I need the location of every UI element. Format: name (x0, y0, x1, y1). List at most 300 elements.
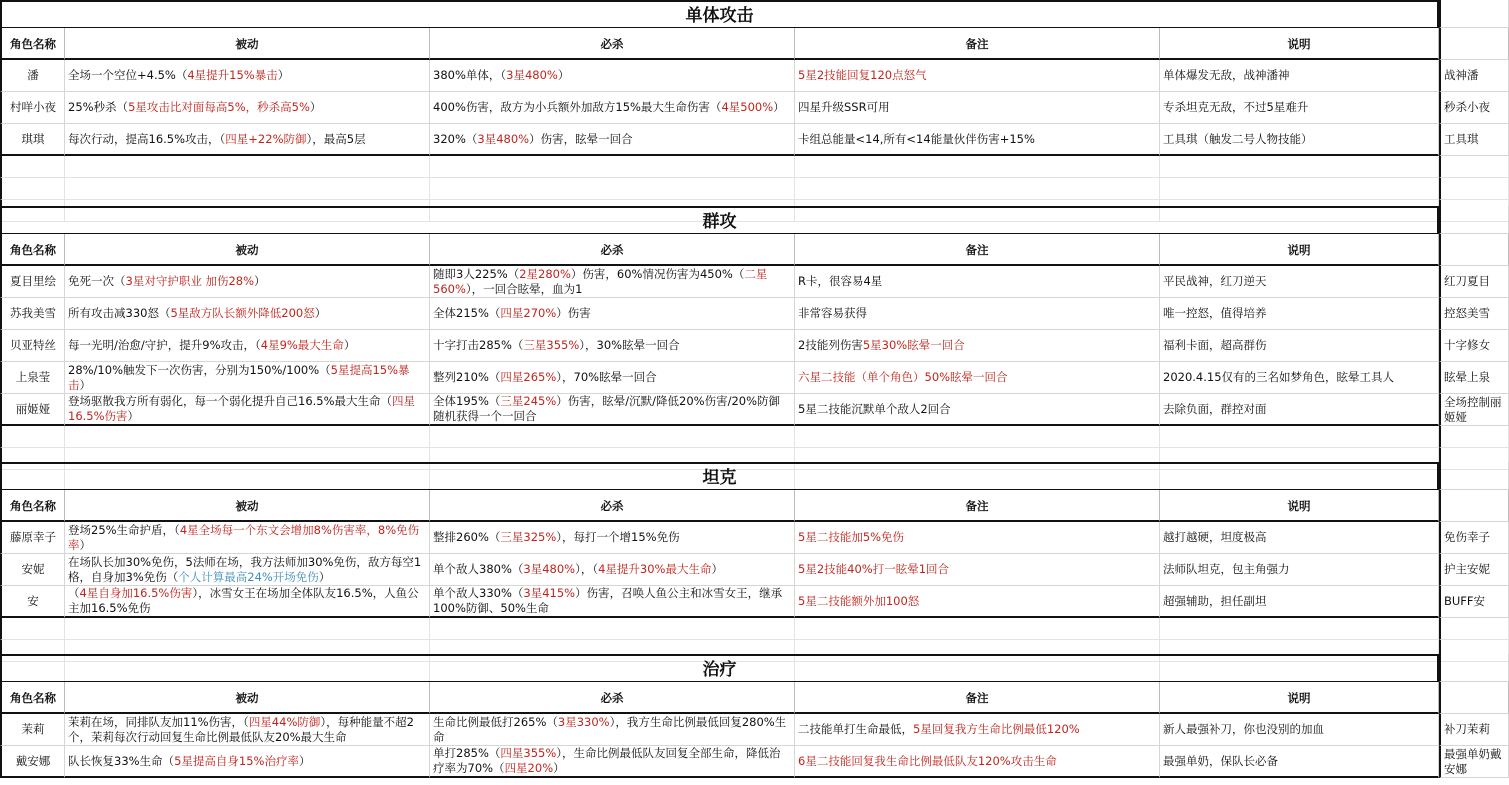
empty-cell[interactable] (0, 618, 65, 640)
highlight-text: 四星265% (500, 370, 557, 384)
header-tag-col[interactable] (1439, 682, 1509, 714)
plain-text: ），每打一个增15%免伤 (556, 530, 680, 544)
table-row (0, 586, 1509, 618)
passive-cell[interactable] (65, 60, 430, 92)
table-row (0, 60, 1509, 92)
highlight-text: 3星480% (523, 562, 576, 576)
header-passive-col[interactable]: 被动 (65, 28, 430, 60)
note-cell[interactable] (795, 92, 1160, 124)
plain-text: 专杀坦克无敌，不过5星难升 (1163, 100, 1309, 114)
plain-text: 生命比例最低打265%（ (433, 714, 558, 729)
name-cell[interactable] (0, 124, 65, 156)
plain-text: 在场队长加30%免伤，5法师在场，我方法师加30%免伤，敌方每空1格，自身加3%免伤（ (68, 554, 422, 584)
plain-text: ） (318, 569, 331, 584)
plain-text: 25%秒杀（ (68, 100, 129, 114)
empty-cell[interactable] (1439, 156, 1509, 178)
empty-cell[interactable] (65, 178, 430, 200)
highlight-text: 二星560% (433, 266, 768, 296)
cell-text (68, 100, 321, 115)
cell-text (798, 338, 965, 353)
cell-text: 苏我美雪 (10, 306, 56, 320)
highlight-text: 4星提升30%最大生命 (598, 562, 712, 576)
note-cell[interactable] (795, 554, 1160, 586)
cell-text (798, 100, 890, 115)
cell-text: 贝亚特丝 (10, 338, 56, 352)
desc-cell[interactable] (1160, 92, 1439, 124)
empty-cell[interactable] (430, 156, 795, 178)
plain-text: 单个敌人380%（ (433, 562, 524, 576)
desc-cell[interactable] (1160, 586, 1439, 618)
name-cell[interactable] (0, 394, 65, 426)
tag-cell[interactable] (1439, 522, 1509, 554)
highlight-text: 4星自身加16.5%伤害 (79, 586, 193, 600)
passive-cell[interactable] (65, 92, 430, 124)
header-desc-col[interactable]: 说明 (1160, 490, 1439, 522)
passive-cell[interactable] (65, 266, 430, 298)
plain-text: 每次行动，提高16.5%攻击，（ (68, 131, 226, 146)
name-cell[interactable] (0, 554, 65, 586)
highlight-text: 5星回复我方生命比例最低120% (913, 722, 1080, 736)
column-header-row (0, 28, 1509, 60)
section-title[interactable]: 单体攻击 (0, 0, 1439, 28)
note-cell[interactable] (795, 266, 1160, 298)
plain-text: 5星二技能沉默单个敌人2回合 (798, 401, 951, 416)
plain-text: ） (711, 562, 723, 576)
plain-text: ），每种能量不超2个，茉莉每次行动回复生命比例最低队友20%最大生命 (68, 714, 414, 744)
header-passive-col[interactable]: 被动 (65, 490, 430, 522)
desc-cell[interactable] (1160, 266, 1439, 298)
ult-cell[interactable] (430, 522, 795, 554)
cell-text: 潘 (27, 68, 39, 82)
plain-text: ） (553, 761, 565, 775)
cell-text: 最强单奶戴安娜 (1444, 746, 1502, 776)
empty-cell[interactable] (0, 156, 65, 178)
desc-cell[interactable] (1160, 362, 1439, 394)
header-tag-col[interactable] (1439, 28, 1509, 60)
ult-cell[interactable] (430, 124, 795, 156)
cell-text: 村咩小夜 (10, 100, 56, 114)
plain-text: ） (79, 377, 91, 392)
highlight-text: 5星二技能额外加100怒 (798, 593, 920, 608)
name-cell[interactable] (0, 522, 65, 554)
tag-cell[interactable] (1439, 92, 1509, 124)
plain-text: 越打越硬，坦度极高 (1163, 530, 1267, 544)
highlight-text: 四星355% (500, 746, 557, 760)
plain-text: ）伤害，召唤人鱼公主和冰雪女王，继承100%防御、50%生命 (433, 586, 783, 615)
cell-text (798, 306, 867, 321)
plain-text: 全体195%（ (433, 394, 501, 408)
section-title-row (0, 462, 1509, 490)
passive-cell[interactable] (65, 362, 430, 394)
highlight-text: 5星30%眩晕一回合 (862, 338, 965, 352)
cell-text (433, 746, 791, 776)
tag-cell[interactable] (1439, 394, 1509, 426)
plain-text: 单个敌人330%（ (433, 586, 524, 600)
highlight-text: 三星245% (500, 394, 557, 408)
highlight-text: 5星提高15%暴击 (68, 362, 410, 392)
header-tag-col[interactable] (1439, 234, 1509, 266)
note-cell[interactable] (795, 714, 1160, 746)
tag-cell[interactable] (1439, 362, 1509, 394)
cell-text (798, 594, 919, 609)
column-header-row (0, 682, 1509, 714)
plain-text: 工具琪（触发二号人物技能） (1163, 131, 1313, 146)
cell-text (1163, 562, 1290, 577)
cell-text (798, 68, 927, 83)
empty-cell[interactable] (1439, 654, 1509, 682)
cell-text (1163, 132, 1313, 147)
ult-cell[interactable] (430, 362, 795, 394)
cell-text (798, 132, 1035, 147)
plain-text: 法师队坦克，包主角强力 (1163, 562, 1290, 576)
empty-cell[interactable] (1439, 462, 1509, 490)
empty-cell[interactable] (1160, 426, 1439, 448)
cell-text: 眩晕上泉 (1444, 370, 1490, 384)
highlight-text: 四星44%防御 (248, 714, 321, 729)
cell-text: 丽姬娅 (15, 401, 51, 416)
column-header-row (0, 234, 1509, 266)
highlight-text: 3星330% (557, 714, 610, 729)
desc-cell[interactable] (1160, 746, 1439, 778)
plain-text: ） (254, 274, 266, 288)
cell-text (68, 306, 326, 321)
ult-cell[interactable] (430, 554, 795, 586)
plain-text: ），一回合眩晕，血为1 (465, 281, 583, 296)
header-note-col[interactable]: 备注 (795, 682, 1160, 714)
plain-text: 平民战神，红刀逆天 (1163, 274, 1267, 288)
highlight-text: 5星2技能40%打一眩晕1回合 (798, 562, 950, 576)
cell-text: 工具琪 (1444, 132, 1479, 146)
cell-text: 藤原幸子 (10, 530, 56, 544)
empty-cell[interactable] (430, 618, 795, 640)
cell-text (798, 402, 951, 417)
note-cell[interactable] (795, 522, 1160, 554)
highlight-text: 4星提升15%暴击 (187, 68, 278, 82)
cell-text: 十字修女 (1444, 338, 1490, 352)
empty-cell[interactable] (795, 618, 1160, 640)
name-cell[interactable] (0, 330, 65, 362)
passive-cell[interactable] (65, 522, 430, 554)
tag-cell[interactable] (1439, 554, 1509, 586)
plain-text: ） (309, 100, 322, 114)
plain-text: ） (343, 338, 356, 352)
empty-cell[interactable] (1439, 178, 1509, 200)
empty-cell[interactable] (65, 618, 430, 640)
plain-text: 四星升级SSR可用 (798, 100, 890, 114)
header-desc-col[interactable]: 说明 (1160, 234, 1439, 266)
header-note-col[interactable]: 备注 (795, 490, 1160, 522)
section-title-row (0, 0, 1509, 28)
empty-cell[interactable] (795, 178, 1160, 200)
highlight-text: 4星全场每一个东文会增加8%伤害率，8%免伤率 (68, 522, 420, 552)
cell-text (433, 394, 791, 424)
header-name-col[interactable]: 角色名称 (0, 682, 65, 714)
note-cell[interactable] (795, 60, 1160, 92)
plain-text: 免死一次（ (68, 274, 126, 288)
name-cell[interactable] (0, 92, 65, 124)
plain-text: ） (277, 68, 290, 82)
plain-text: 单体爆发无敌，战神潘神 (1163, 68, 1290, 82)
header-tag-col[interactable] (1439, 490, 1509, 522)
highlight-text: 四星+22%防御 (225, 131, 307, 146)
desc-cell[interactable] (1160, 60, 1439, 92)
name-cell[interactable] (0, 266, 65, 298)
name-cell[interactable] (0, 586, 65, 618)
cell-text (1163, 68, 1290, 83)
empty-cell[interactable] (1160, 618, 1439, 640)
cell-text (433, 586, 791, 616)
plain-text: 28%/10%触发下一次伤害，分别为150%/100%（ (68, 362, 331, 377)
highlight-text: 3星480% (506, 68, 558, 82)
name-cell[interactable] (0, 362, 65, 394)
name-cell[interactable] (0, 746, 65, 778)
plain-text: ），（ (575, 562, 599, 576)
table-row (0, 554, 1509, 586)
passive-cell[interactable] (65, 394, 430, 426)
ult-cell[interactable] (430, 330, 795, 362)
section-title[interactable]: 群攻 (0, 206, 1439, 234)
name-cell[interactable] (0, 714, 65, 746)
tag-cell[interactable] (1439, 746, 1509, 778)
tag-cell[interactable] (1439, 266, 1509, 298)
cell-text: 茉莉 (21, 722, 45, 736)
empty-cell[interactable] (1160, 156, 1439, 178)
highlight-text: 4星9%最大生命 (260, 338, 344, 352)
desc-cell[interactable] (1160, 554, 1439, 586)
empty-cell[interactable] (0, 178, 65, 200)
header-passive-col[interactable]: 被动 (65, 682, 430, 714)
ult-cell[interactable] (430, 714, 795, 746)
header-passive-col[interactable]: 被动 (65, 234, 430, 266)
ult-cell[interactable] (430, 298, 795, 330)
ult-cell[interactable] (430, 746, 795, 778)
plain-text: 登场驱散我方所有弱化，每一个弱化提升自己16.5%最大生命（ (68, 394, 393, 408)
highlight-text: 6星二技能回复我生命比例最低队友120%攻击生命 (798, 753, 1057, 768)
plain-text: ），30%眩晕一回合 (579, 338, 680, 352)
plain-text: R卡，很容易4星 (798, 274, 883, 288)
plain-text: 新人最强补刀，你也没别的加血 (1163, 722, 1324, 736)
ult-cell[interactable] (430, 586, 795, 618)
plain-text: 随即3人225%（ (433, 266, 520, 281)
header-name-col[interactable]: 角色名称 (0, 28, 65, 60)
empty-cell[interactable] (1439, 618, 1509, 640)
header-name-col[interactable]: 角色名称 (0, 234, 65, 266)
plain-text: 福利卡面，超高群伤 (1163, 338, 1267, 352)
cell-text (1163, 306, 1267, 321)
cell-text: 安 (27, 593, 39, 608)
ult-cell[interactable] (430, 60, 795, 92)
plain-text: ），生命比例最低队友回复全部生命，降低治疗率为70%（ (433, 746, 781, 775)
empty-cell[interactable] (65, 426, 430, 448)
ult-cell[interactable] (430, 266, 795, 298)
empty-cell[interactable] (1439, 206, 1509, 234)
table-row (0, 394, 1509, 426)
highlight-text: 三星325% (500, 530, 557, 544)
cell-text (433, 68, 569, 83)
header-name-col[interactable]: 角色名称 (0, 490, 65, 522)
plain-text: 整列210%（ (433, 370, 501, 384)
empty-cell[interactable] (430, 426, 795, 448)
plain-text: ），我方生命比例最低回复280%生命 (433, 714, 787, 744)
cell-text: 免伤幸子 (1444, 530, 1490, 544)
note-cell[interactable] (795, 330, 1160, 362)
header-ult-col[interactable]: 必杀 (430, 234, 795, 266)
note-cell[interactable] (795, 586, 1160, 618)
highlight-text: 四星16.5%伤害 (68, 394, 416, 423)
note-cell[interactable] (795, 298, 1160, 330)
plain-text: 2020.4.15仅有的三名如梦角色，眩晕工具人 (1163, 370, 1395, 384)
empty-cell[interactable] (430, 178, 795, 200)
cell-text (1163, 722, 1324, 737)
plain-text: 380%单体，（ (433, 68, 507, 82)
passive-cell[interactable] (65, 714, 430, 746)
cell-text (433, 100, 785, 115)
cell-text (68, 555, 426, 585)
empty-cell[interactable] (0, 426, 65, 448)
passive-cell[interactable] (65, 586, 430, 618)
cell-text (798, 370, 1008, 385)
name-cell[interactable] (0, 60, 65, 92)
empty-row (0, 156, 1509, 178)
cell-text (68, 715, 426, 745)
note-cell[interactable] (795, 746, 1160, 778)
plain-text: ） (773, 100, 785, 114)
tag-cell[interactable] (1439, 298, 1509, 330)
cell-text (798, 530, 904, 545)
empty-cell[interactable] (795, 156, 1160, 178)
plain-text: ），70%眩晕一回合 (556, 370, 657, 384)
note-cell[interactable] (795, 362, 1160, 394)
cell-text: 全场控制丽姬娅 (1444, 394, 1502, 424)
highlight-text: 个人计算最高24%开场免伤 (178, 569, 319, 584)
section-title[interactable]: 坦克 (0, 462, 1439, 490)
plain-text: ）伤害 (556, 306, 591, 320)
plain-text: 400%伤害，敌方为小兵额外加敌方15%最大生命伤害（ (433, 100, 722, 114)
table-row (0, 124, 1509, 156)
empty-cell[interactable] (1160, 178, 1439, 200)
cell-text: 上泉莹 (15, 370, 51, 384)
plain-text: ） (127, 409, 140, 423)
cell-text (68, 338, 355, 353)
column-header-row (0, 490, 1509, 522)
header-note-col[interactable]: 备注 (795, 234, 1160, 266)
empty-row (0, 618, 1509, 640)
passive-cell[interactable] (65, 554, 430, 586)
plain-text: 二技能单打生命最低， (798, 722, 913, 736)
cell-text (798, 722, 1080, 737)
passive-cell[interactable] (65, 124, 430, 156)
section-title-row (0, 206, 1509, 234)
cell-text: 护主安妮 (1444, 562, 1490, 576)
desc-cell[interactable] (1160, 124, 1439, 156)
cell-text (433, 267, 791, 297)
header-ult-col[interactable]: 必杀 (430, 682, 795, 714)
tag-cell[interactable] (1439, 124, 1509, 156)
cell-text: 戴安娜 (15, 753, 51, 768)
plain-text: 十字打击285%（ (433, 338, 524, 352)
cell-text (1163, 530, 1267, 545)
note-cell[interactable] (795, 394, 1160, 426)
name-cell[interactable] (0, 298, 65, 330)
passive-cell[interactable] (65, 746, 430, 778)
cell-text (433, 715, 791, 745)
plain-text: 2技能列伤害 (798, 338, 863, 352)
plain-text: 320%（ (433, 131, 478, 146)
highlight-text: 5星2技能回复120点怒气 (798, 68, 927, 82)
highlight-text: 四星20% (504, 761, 554, 775)
cell-text: 安妮 (21, 562, 45, 576)
note-cell[interactable] (795, 124, 1160, 156)
highlight-text: 3星415% (523, 586, 576, 600)
plain-text: 队长恢复33%生命（ (68, 753, 175, 768)
desc-cell[interactable] (1160, 298, 1439, 330)
tag-cell[interactable] (1439, 330, 1509, 362)
empty-cell[interactable] (1439, 0, 1509, 28)
header-desc-col[interactable]: 说明 (1160, 28, 1439, 60)
plain-text: 每一光明/治愈/守护，提升9%攻击，（ (68, 338, 261, 352)
passive-cell[interactable] (65, 298, 430, 330)
desc-cell[interactable] (1160, 330, 1439, 362)
header-ult-col[interactable]: 必杀 (430, 28, 795, 60)
ult-cell[interactable] (430, 394, 795, 426)
tag-cell[interactable] (1439, 586, 1509, 618)
table-row (0, 522, 1509, 554)
highlight-text: 5星提高自身15%治疗率 (174, 753, 299, 768)
desc-cell[interactable] (1160, 522, 1439, 554)
plain-text: ） (298, 753, 311, 768)
highlight-text: 六星二技能（单个角色）50%眩晕一回合 (798, 370, 1008, 384)
desc-cell[interactable] (1160, 714, 1439, 746)
header-ult-col[interactable]: 必杀 (430, 490, 795, 522)
tag-cell[interactable] (1439, 60, 1509, 92)
table-row (0, 714, 1509, 746)
header-desc-col[interactable]: 说明 (1160, 682, 1439, 714)
section-title[interactable]: 治疗 (0, 654, 1439, 682)
cell-text (1163, 402, 1267, 417)
empty-cell[interactable] (795, 426, 1160, 448)
plain-text: （ (68, 586, 80, 600)
cell-text (1163, 754, 1278, 769)
highlight-text: 5星二技能加5%免伤 (798, 530, 905, 544)
table-row (0, 298, 1509, 330)
table-row (0, 330, 1509, 362)
empty-cell[interactable] (1439, 426, 1509, 448)
plain-text: 超强辅助，担任副坦 (1163, 593, 1267, 608)
empty-row (0, 426, 1509, 448)
table-row (0, 266, 1509, 298)
plain-text: ） (557, 68, 570, 82)
cell-text (433, 562, 723, 577)
ult-cell[interactable] (430, 92, 795, 124)
cell-text (798, 754, 1057, 769)
passive-cell[interactable] (65, 330, 430, 362)
plain-text: 全场一个空位+4.5%（ (68, 68, 188, 82)
empty-cell[interactable] (65, 156, 430, 178)
plain-text: ） (314, 306, 327, 320)
cell-text (1163, 594, 1267, 609)
cell-text (68, 394, 426, 424)
plain-text: 单打285%（ (433, 746, 501, 760)
desc-cell[interactable] (1160, 394, 1439, 426)
header-note-col[interactable]: 备注 (795, 28, 1160, 60)
tag-cell[interactable] (1439, 714, 1509, 746)
cell-text (68, 363, 426, 393)
cell-text (433, 338, 680, 353)
cell-text: 战神潘 (1444, 68, 1479, 82)
plain-text: ）伤害，60%情况伤害为450%（ (570, 266, 745, 281)
plain-text: 唯一控怒，值得培养 (1163, 306, 1267, 320)
table-row (0, 92, 1509, 124)
